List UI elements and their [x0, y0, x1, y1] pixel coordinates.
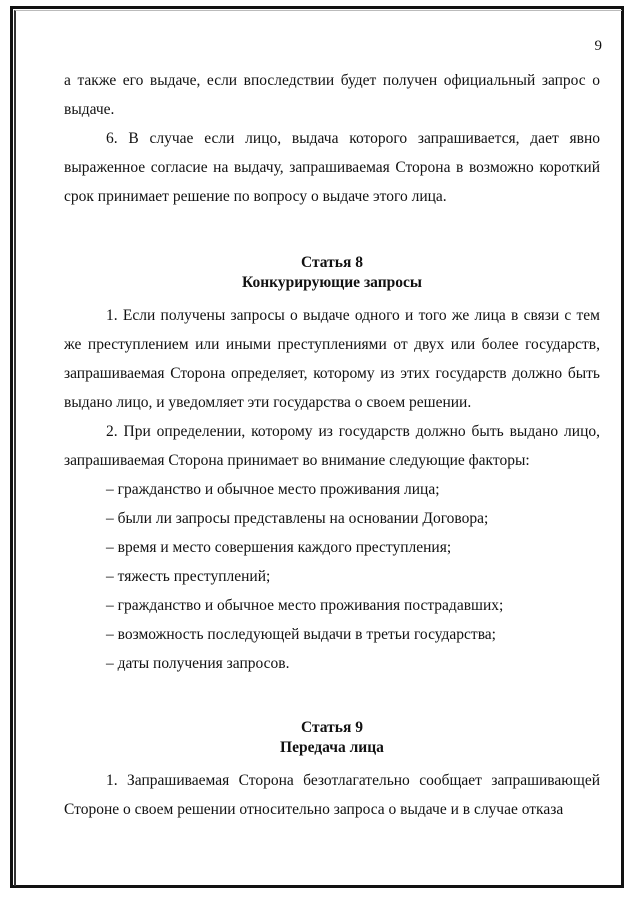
article-8-paragraph-2: 2. При определении, которому из государств должно быть выдано лицо, запрашиваемая Сторона принимает во внимание следующие факторы:	[64, 423, 600, 469]
factor-item: – гражданство и обычное место проживания лица;	[106, 481, 440, 498]
factor-item: – даты получения запросов.	[106, 655, 290, 672]
factor-item: – возможность последующей выдачи в третьи государства;	[106, 626, 496, 643]
factor-item: – были ли запросы представлены на основании Договора;	[106, 510, 489, 527]
article-8-title: Конкурирующие запросы	[242, 274, 422, 291]
paragraph-continuation: а также его выдаче, если впоследствии будет получен официальный запрос о выдаче.	[64, 72, 600, 118]
factor-item: – тяжесть преступлений;	[106, 568, 271, 585]
article-8-number: Статья 8	[301, 254, 363, 271]
factor-item: – время и место совершения каждого преступления;	[106, 539, 452, 556]
article-9-paragraph-1: 1. Запрашиваемая Сторона безотлагательно сообщает запрашивающей Стороне о своем решении относительно запроса о выдаче и в случае отказа	[64, 772, 600, 818]
article-9-number: Статья 9	[301, 719, 363, 736]
document-body	[64, 66, 600, 824]
paragraph-6: 6. В случае если лицо, выдача которого запрашивается, дает явно выраженное согласие на выдачу, запрашиваемая Сторона в возможно короткий срок принимает решение по вопросу о выдаче этого лица.	[64, 130, 600, 205]
factor-item: – гражданство и обычное место проживания пострадавших;	[106, 597, 504, 614]
page-number: 9	[594, 38, 602, 54]
article-9-title: Передача лица	[280, 739, 384, 756]
article-8-paragraph-1: 1. Если получены запросы о выдаче одного и того же лица в связи с тем же преступлением или иными преступлениями от двух или более государств, запрашиваемая Сторона определяет, которому из этих государств должно быть выдано лицо, и уведомляет эти государства о своем решении.	[64, 307, 600, 411]
